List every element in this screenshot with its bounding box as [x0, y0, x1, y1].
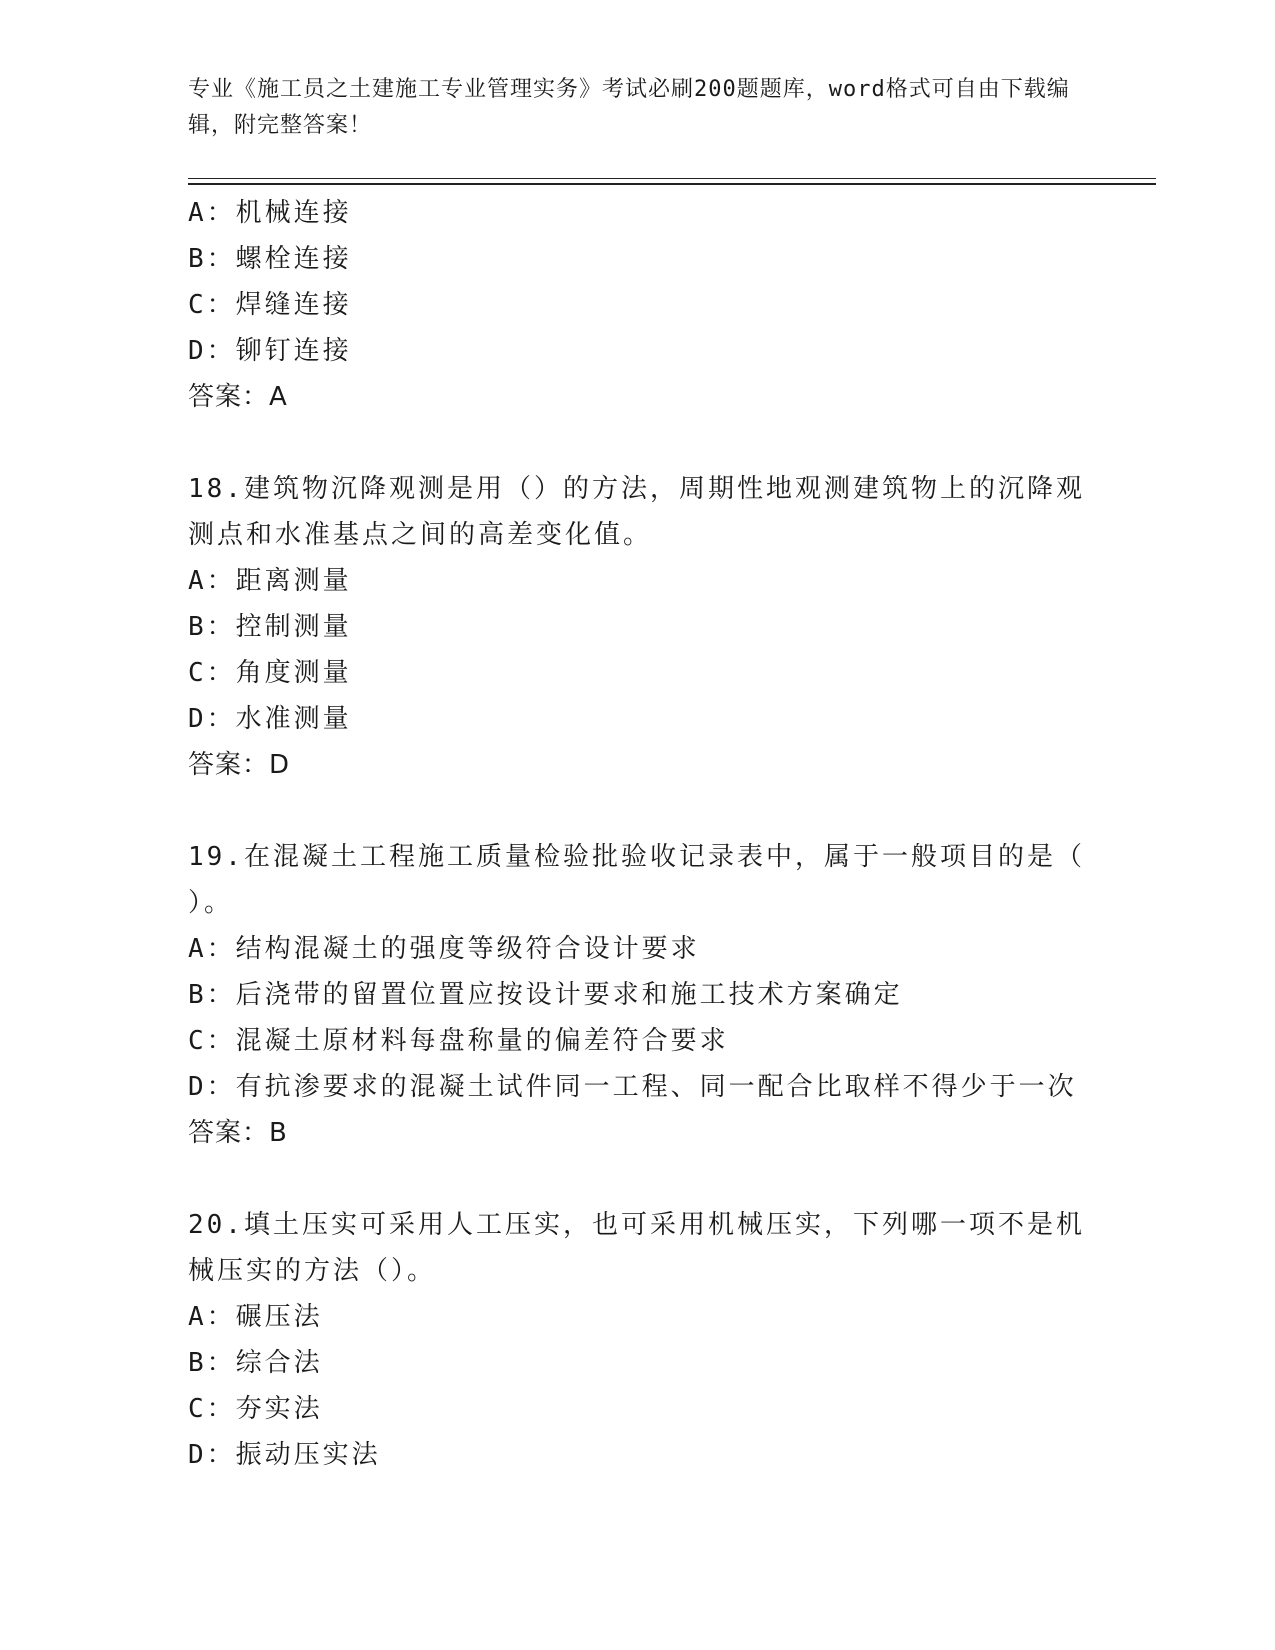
question-block	[188, 834, 1088, 1156]
answer-line: 答案：D	[188, 750, 291, 780]
answer-line: 答案：A	[188, 382, 288, 412]
option-c: C：焊缝连接	[188, 290, 352, 320]
option-c: C：角度测量	[188, 658, 352, 688]
answer-line: 答案：B	[188, 1118, 288, 1148]
option-a: A：机械连接	[188, 198, 352, 228]
question-stem: 20.填土压实可采用人工压实，也可采用机械压实，下列哪一项不是机	[188, 1210, 1085, 1240]
option-d: D：有抗渗要求的混凝土试件同一工程、同一配合比取样不得少于一次	[188, 1072, 1077, 1102]
document-header	[188, 72, 1088, 144]
option-d: D：铆钉连接	[188, 336, 352, 366]
header-rule-thick	[188, 183, 1156, 185]
option-d: D：振动压实法	[188, 1440, 381, 1470]
option-b: B：螺栓连接	[188, 244, 352, 274]
option-a: A：碾压法	[188, 1302, 323, 1332]
header-text: 专业《施工员之土建施工专业管理实务》考试必刷200题题库，word格式可自由下载编辑，附完整答案！	[188, 77, 1070, 138]
question-block	[188, 190, 1088, 420]
question-stem: 测点和水准基点之间的高差变化值。	[188, 520, 653, 550]
option-a: A：结构混凝土的强度等级符合设计要求	[188, 934, 700, 964]
option-d: D：水准测量	[188, 704, 352, 734]
question-stem: 械压实的方法（）。	[188, 1256, 437, 1286]
question-block	[188, 466, 1088, 788]
option-b: B：后浇带的留置位置应按设计要求和施工技术方案确定	[188, 980, 903, 1010]
option-c: C：混凝土原材料每盘称量的偏差符合要求	[188, 1026, 729, 1056]
question-stem: 19.在混凝土工程施工质量检验批验收记录表中，属于一般项目的是（	[188, 842, 1085, 872]
option-c: C：夯实法	[188, 1394, 323, 1424]
option-b: B：控制测量	[188, 612, 352, 642]
document-body	[188, 190, 1088, 1478]
option-b: B：综合法	[188, 1348, 323, 1378]
question-stem: 18.建筑物沉降观测是用（）的方法，周期性地观测建筑物上的沉降观	[188, 474, 1085, 504]
option-a: A：距离测量	[188, 566, 352, 596]
header-rule-thin	[188, 178, 1156, 179]
question-stem: ）。	[188, 888, 234, 918]
question-block	[188, 1202, 1088, 1478]
